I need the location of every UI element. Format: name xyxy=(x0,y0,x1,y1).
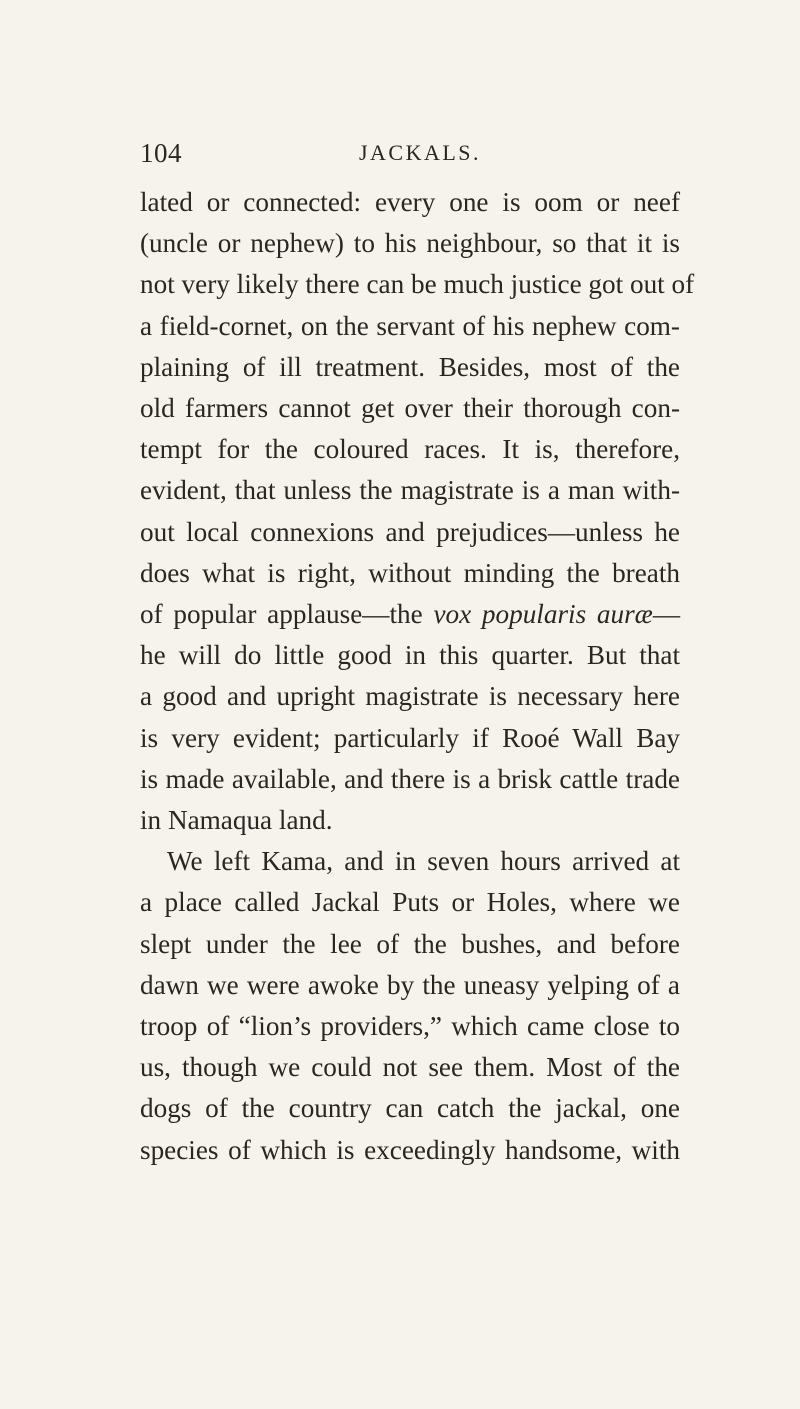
running-title: JACKALS. xyxy=(358,140,482,165)
body-text xyxy=(140,182,695,1171)
page-number: 104 xyxy=(140,138,182,168)
text-line: is very evident; particularly if Rooé Wall Bay xyxy=(140,722,680,753)
text-segment: — xyxy=(652,599,680,630)
text-line: troop of “lion’s providers,” which came close to xyxy=(140,1011,680,1042)
text-line: evident, that unless the magistrate is a man with- xyxy=(140,475,680,506)
paragraph-end-line: in Namaqua land. xyxy=(140,805,333,836)
text-line: slept under the lee of the bushes, and before xyxy=(140,928,680,959)
latin-phrase: vox popularis auræ xyxy=(433,599,653,630)
text-line: tempt for the coloured races. It is, therefore, xyxy=(140,434,680,465)
paragraph-start-line: We left Kama, and in seven hours arrived at xyxy=(167,846,680,877)
text-line: us, though we could not see them. Most of the xyxy=(140,1052,680,1083)
text-line: old farmers cannot get over their thorough con- xyxy=(140,393,680,424)
text-line: a good and upright magistrate is necessary here xyxy=(140,681,680,712)
text-line: not very likely there can be much justice got out of xyxy=(140,269,695,300)
text-line: a place called Jackal Puts or Holes, where we xyxy=(140,887,680,918)
text-line: plaining of ill treatment. Besides, most of the xyxy=(140,351,680,382)
text-line: does what is right, without minding the breath xyxy=(140,557,680,588)
text-line: a field-cornet, on the servant of his nephew com- xyxy=(140,310,680,341)
text-line: is made available, and there is a brisk cattle trade xyxy=(140,763,680,794)
text-line: dawn we were awoke by the uneasy yelping of a xyxy=(140,969,680,1000)
text-segment: of popular applause—the xyxy=(140,599,434,630)
text-line: (uncle or nephew) to his neighbour, so that it is xyxy=(140,228,680,259)
text-line: lated or connected: every one is oom or neef xyxy=(140,187,680,217)
text-line: dogs of the country can catch the jackal, one xyxy=(140,1093,680,1124)
text-line: out local connexions and prejudices—unless he xyxy=(140,516,680,547)
running-head xyxy=(140,138,680,178)
text-line: species of which is exceedingly handsome, with xyxy=(140,1134,680,1165)
text-line: he will do little good in this quarter. But that xyxy=(140,640,680,671)
text-line-with-latin-phrase xyxy=(140,594,680,635)
